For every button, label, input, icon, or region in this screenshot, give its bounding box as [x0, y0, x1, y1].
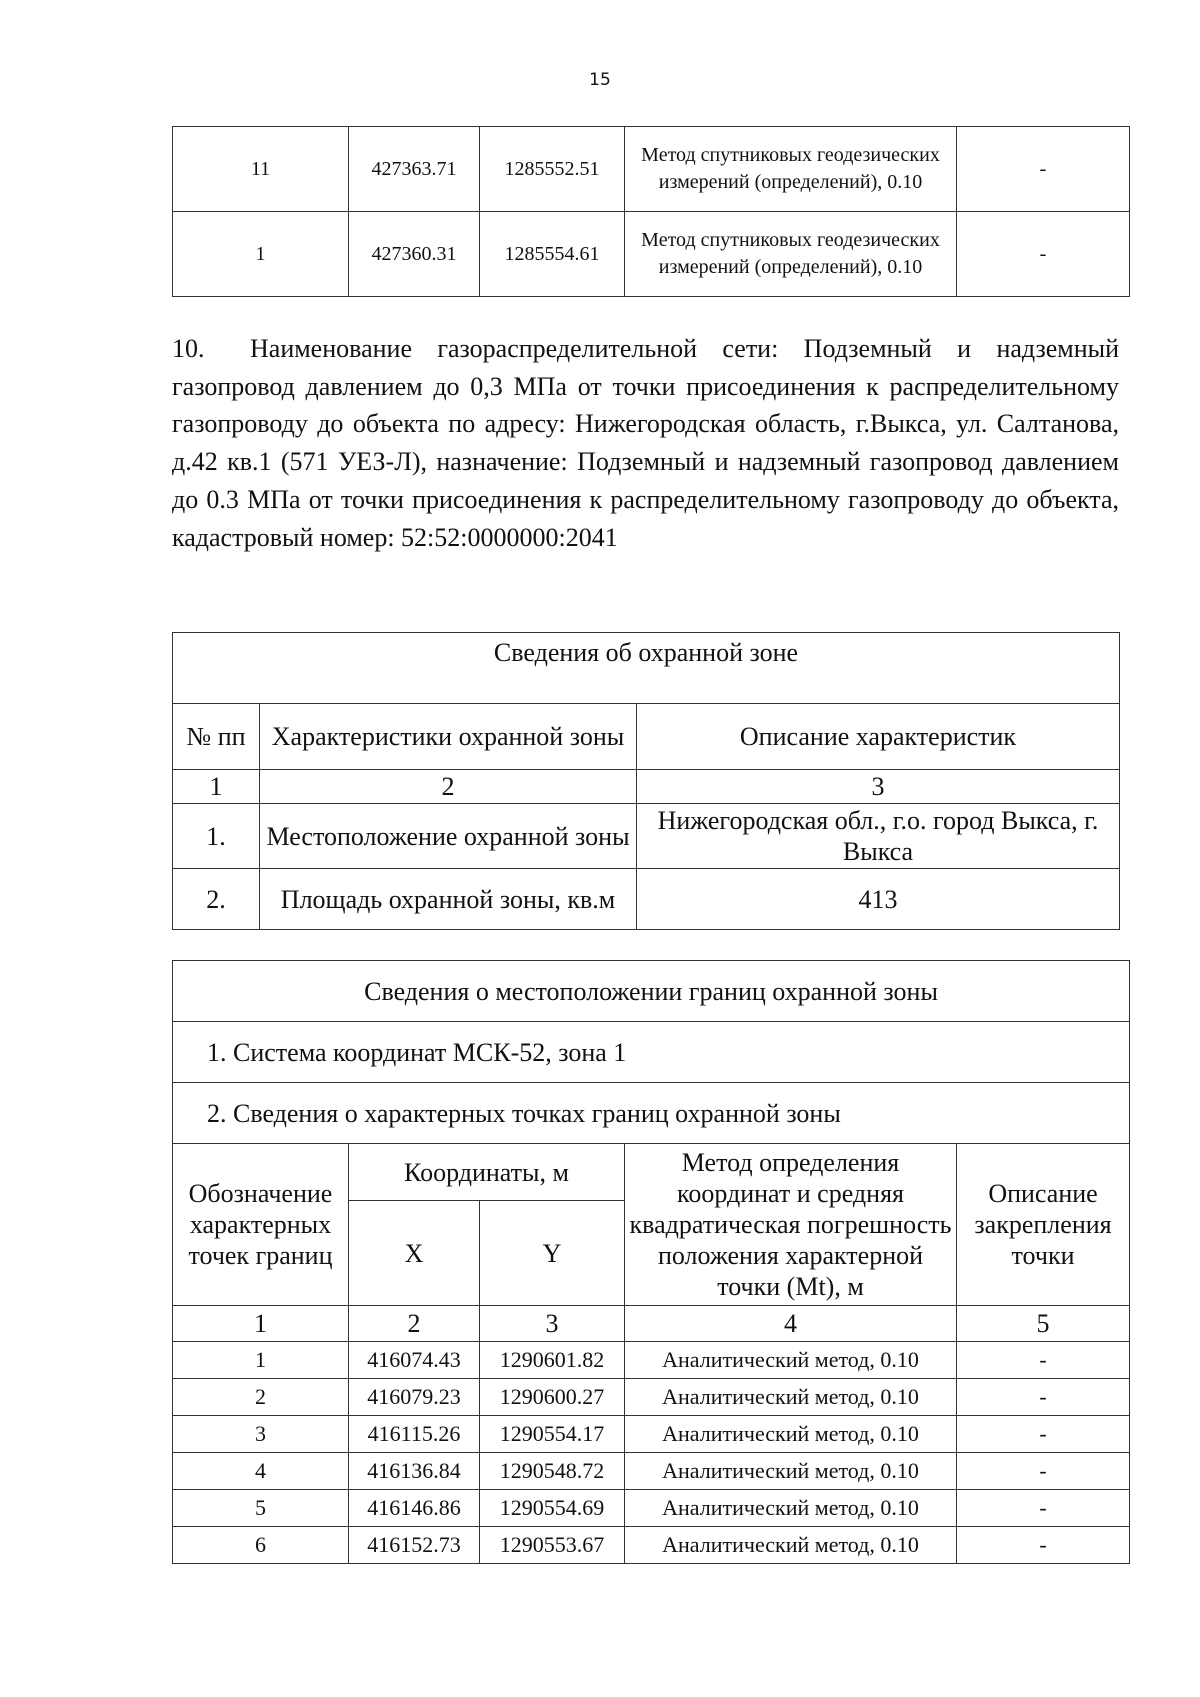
y-cell: 1285554.61 — [480, 212, 625, 297]
description-cell: - — [957, 1342, 1130, 1379]
y-cell: 1290600.27 — [480, 1379, 625, 1416]
column-number: 5 — [957, 1306, 1130, 1342]
header-x: X — [349, 1201, 480, 1306]
x-cell: 416136.84 — [349, 1453, 480, 1490]
point-cell: 5 — [173, 1490, 349, 1527]
description-cell: - — [957, 1416, 1130, 1453]
header-row — [173, 1144, 1130, 1201]
x-cell: 416115.26 — [349, 1416, 480, 1453]
y-cell: 1285552.51 — [480, 127, 625, 212]
point-cell: 2 — [173, 1379, 349, 1416]
point-cell: 1 — [173, 1342, 349, 1379]
point-cell: 11 — [173, 127, 349, 212]
characteristic-name: Местоположение охранной зоны — [260, 804, 637, 869]
description-cell: - — [957, 127, 1130, 212]
column-number: 2 — [260, 770, 637, 804]
column-number: 4 — [625, 1306, 957, 1342]
description-cell: - — [957, 1379, 1130, 1416]
x-cell: 427360.31 — [349, 212, 480, 297]
method-cell: Аналитический метод, 0.10 — [625, 1379, 957, 1416]
points-caption: 2. Сведения о характерных точках границ охранной зоны — [173, 1083, 1130, 1144]
paragraph-number: 10. — [172, 334, 205, 363]
column-number: 1 — [173, 1306, 349, 1342]
description-cell: - — [957, 1490, 1130, 1527]
table-row — [173, 1527, 1130, 1564]
y-cell: 1290601.82 — [480, 1342, 625, 1379]
protection-zone-table — [172, 632, 1120, 930]
header-y: Y — [480, 1201, 625, 1306]
coordinates-table-continued — [172, 126, 1130, 297]
header-row — [173, 704, 1120, 770]
table-row — [173, 127, 1130, 212]
section-paragraph — [172, 330, 1119, 556]
header-characteristics: Характеристики охранной зоны — [260, 704, 637, 770]
column-number: 2 — [349, 1306, 480, 1342]
column-number: 3 — [637, 770, 1120, 804]
point-cell: 3 — [173, 1416, 349, 1453]
header-point: Обозначение характерных точек границ — [173, 1144, 349, 1306]
table-row — [173, 804, 1120, 869]
characteristic-value: 413 — [637, 869, 1120, 930]
coordinate-system: 1. Система координат МСК-52, зона 1 — [173, 1022, 1130, 1083]
row-number: 1. — [173, 804, 260, 869]
column-number-row — [173, 1306, 1130, 1342]
method-cell: Метод спутниковых геодезических измерений (определений), 0.10 — [625, 212, 957, 297]
header-method: Метод определения координат и средняя квадратическая погрешность положения характерной точки (Mt), м — [625, 1144, 957, 1306]
zone-table-caption: Сведения об охранной зоне — [173, 633, 1120, 704]
table-row — [173, 1379, 1130, 1416]
zone-boundaries-table — [172, 960, 1130, 1564]
characteristic-name: Площадь охранной зоны, кв.м — [260, 869, 637, 930]
characteristic-value: Нижегородская обл., г.о. город Выкса, г. Выкса — [637, 804, 1120, 869]
x-cell: 416152.73 — [349, 1527, 480, 1564]
point-cell: 6 — [173, 1527, 349, 1564]
column-number: 1 — [173, 770, 260, 804]
table-row — [173, 1490, 1130, 1527]
page-number: 15 — [589, 70, 611, 90]
x-cell: 427363.71 — [349, 127, 480, 212]
table-row — [173, 1342, 1130, 1379]
method-cell: Аналитический метод, 0.10 — [625, 1416, 957, 1453]
y-cell: 1290554.17 — [480, 1416, 625, 1453]
y-cell: 1290548.72 — [480, 1453, 625, 1490]
description-cell: - — [957, 212, 1130, 297]
y-cell: 1290554.69 — [480, 1490, 625, 1527]
method-cell: Аналитический метод, 0.10 — [625, 1342, 957, 1379]
x-cell: 416079.23 — [349, 1379, 480, 1416]
column-number-row — [173, 770, 1120, 804]
point-cell: 4 — [173, 1453, 349, 1490]
table-row — [173, 1453, 1130, 1490]
header-description: Описание характеристик — [637, 704, 1120, 770]
column-number: 3 — [480, 1306, 625, 1342]
point-cell: 1 — [173, 212, 349, 297]
paragraph-text: Наименование газораспределительной сети: Подземный и надземный газопровод давлением до 0,3 МПа от точки присоединения к распределительному газопроводу до объекта по адресу: Нижегородская область, г.Выкса, ул. Салтанова, д.42 кв.1 (571 УЕЗ-Л), назначение: Подземный и надземный газопровод давлением до 0.3 МПа от точки присоединения к распределительному газопроводу до объекта, кадастровый номер: 52:52:0000000:2041 — [172, 334, 1119, 552]
table-row — [173, 212, 1130, 297]
method-cell: Аналитический метод, 0.10 — [625, 1490, 957, 1527]
description-cell: - — [957, 1527, 1130, 1564]
y-cell: 1290553.67 — [480, 1527, 625, 1564]
description-cell: - — [957, 1453, 1130, 1490]
header-coordinates: Координаты, м — [349, 1144, 625, 1201]
x-cell: 416074.43 — [349, 1342, 480, 1379]
method-cell: Метод спутниковых геодезических измерений (определений), 0.10 — [625, 127, 957, 212]
row-number: 2. — [173, 869, 260, 930]
method-cell: Аналитический метод, 0.10 — [625, 1453, 957, 1490]
table-row — [173, 869, 1120, 930]
x-cell: 416146.86 — [349, 1490, 480, 1527]
method-cell: Аналитический метод, 0.10 — [625, 1527, 957, 1564]
header-description: Описание закрепления точки — [957, 1144, 1130, 1306]
table-row — [173, 1416, 1130, 1453]
header-number: № пп — [173, 704, 260, 770]
boundaries-table-caption: Сведения о местоположении границ охранной зоны — [173, 961, 1130, 1022]
